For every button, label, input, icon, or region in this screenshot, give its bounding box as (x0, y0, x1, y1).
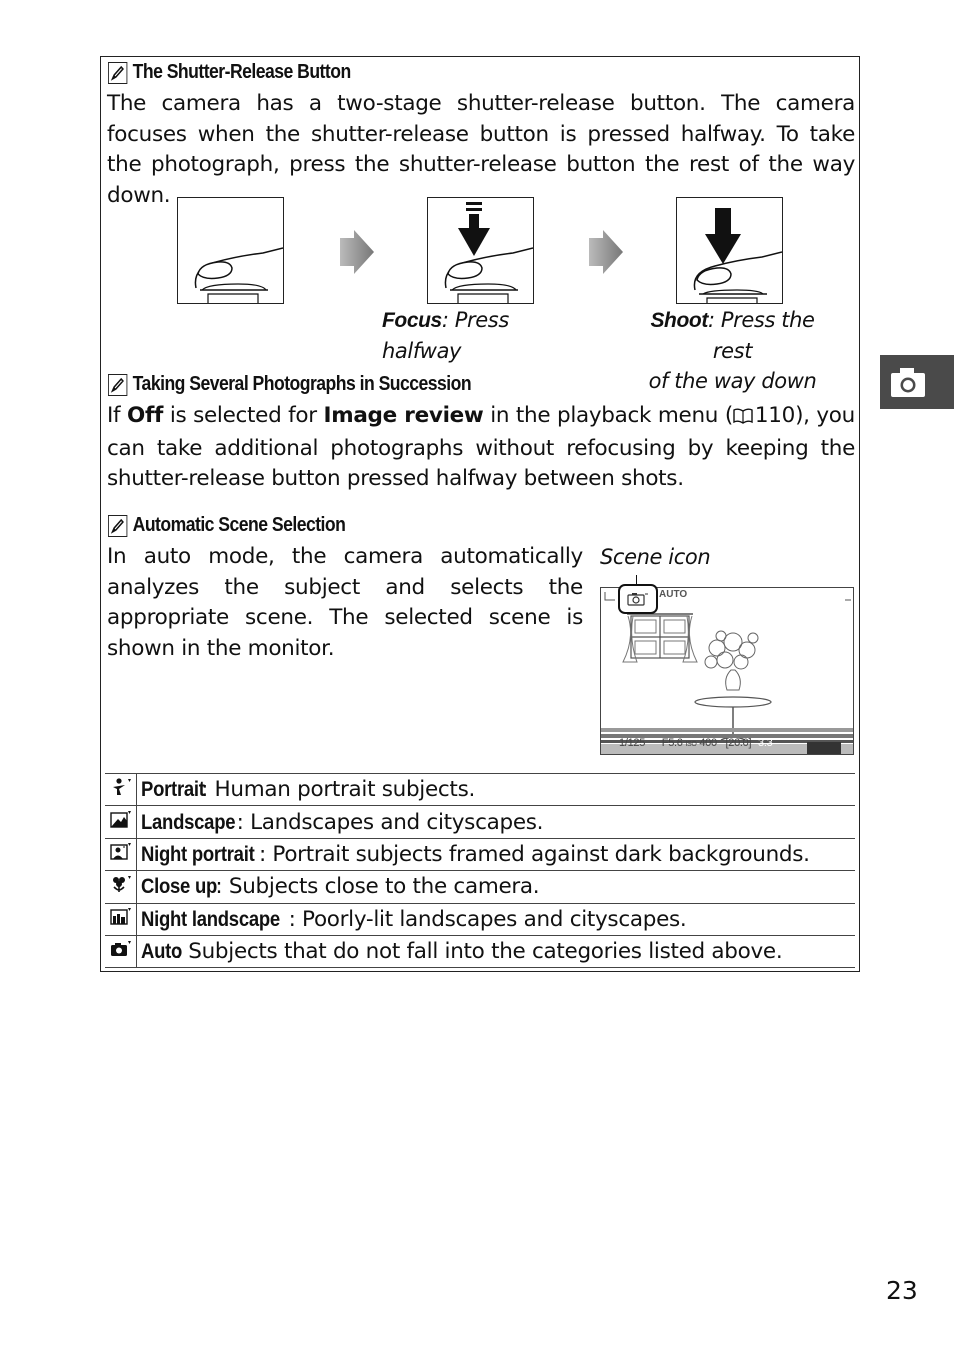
caption-focus: Focus: Press halfway (382, 308, 509, 363)
shutter-paragraph: The camera has a two-stage shutter-release button. The camera focuses when the shutter-release button is pressed halfway. To take the photograph, press the shutter-release button the rest of the way down. (107, 91, 855, 208)
finger-panel-full (676, 197, 783, 304)
section-title-shutter: The Shutter-Release Button (108, 61, 351, 84)
section-title-auto-scene: Automatic Scene Selection (108, 514, 345, 537)
night-portrait-icon (105, 838, 137, 870)
camera-icon (889, 365, 929, 399)
caption-shoot: Shoot: Press the rest of the way down (648, 308, 817, 393)
close-up-icon (105, 871, 137, 903)
monitor-mode: AUTO (659, 589, 688, 600)
arrow-right-icon (589, 230, 623, 278)
portrait-icon (105, 774, 137, 806)
table-row: Landscape: Landscapes and cityscapes. (105, 806, 855, 838)
section-title-succession: Taking Several Photographs in Succession (108, 373, 471, 396)
page-number: 23 (886, 1276, 918, 1305)
table-row: Auto: Subjects that do not fall into the categories listed above. (105, 935, 855, 967)
scene-icon-leader-line (636, 575, 637, 584)
scene-icon-label: Scene icon (600, 545, 711, 569)
monitor-illustration (600, 587, 854, 755)
finger-panel-rest (177, 197, 284, 304)
finger-panel-halfway (427, 197, 534, 304)
pencil-note-icon (108, 515, 127, 537)
table-row: Night portrait : Portrait subjects framed against dark backgrounds. (105, 838, 855, 870)
table-row: Night landscape : Poorly-lit landscapes and cityscapes. (105, 903, 855, 935)
scene-table (105, 773, 855, 968)
landscape-icon (105, 806, 137, 838)
auto-icon (105, 935, 137, 967)
auto-scene-paragraph: In auto mode, the camera automatically analyzes the subject and selects the appropriate scene. The selected scene is shown in the monitor. (107, 544, 583, 661)
scene-auto-icon-highlight (618, 584, 658, 614)
arrow-right-icon (340, 230, 374, 278)
succession-paragraph: If Off is selected for Image review in the playback menu ( 110), you can take additional photographs without refocusing by keeping the shutter-release button pressed halfway between shots. (107, 403, 855, 491)
pencil-note-icon (108, 374, 127, 396)
camera-icon (627, 592, 649, 606)
night-landscape-icon (105, 903, 137, 935)
table-row: Portrait: Human portrait subjects. (105, 774, 855, 806)
pencil-note-icon (108, 62, 127, 84)
monitor-status-bar: 1/125 F5.6 ISO 400 [20.0] 3.3 (619, 737, 773, 749)
book-icon (733, 403, 753, 434)
shooting-chapter-tab (880, 355, 954, 409)
table-row: Close up: Subjects close to the camera. (105, 871, 855, 903)
